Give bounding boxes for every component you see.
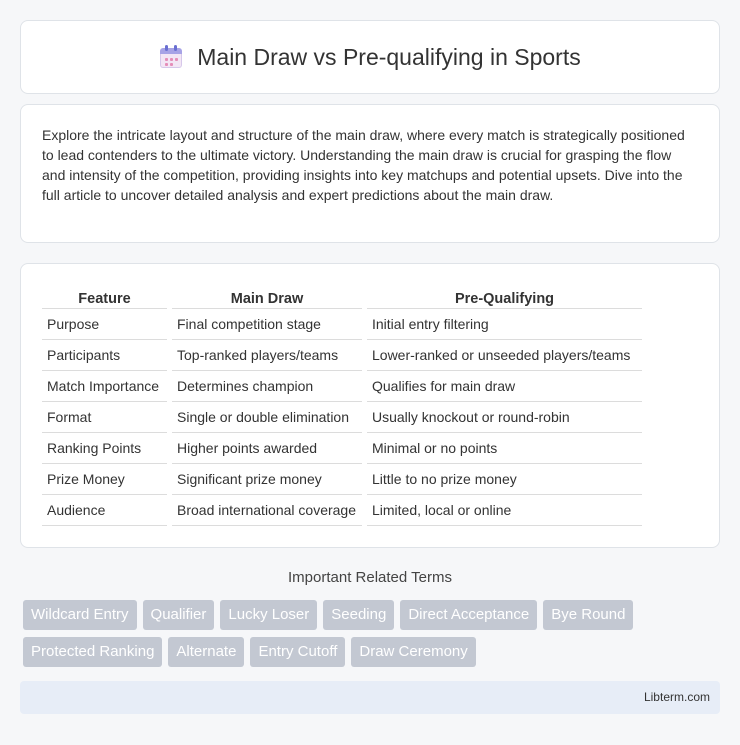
tag-entry-cutoff[interactable]: Entry Cutoff: [250, 637, 345, 667]
column-header-feature: Feature: [42, 285, 167, 309]
tag-qualifier[interactable]: Qualifier: [143, 600, 215, 630]
table-cell: Significant prize money: [172, 464, 362, 495]
table-cell: Higher points awarded: [172, 433, 362, 464]
tag-wildcard-entry[interactable]: Wildcard Entry: [23, 600, 137, 630]
table-cell: Broad international coverage: [172, 495, 362, 526]
table-cell: Determines champion: [172, 371, 362, 402]
table-cell: Initial entry filtering: [367, 309, 642, 340]
tag-bye-round[interactable]: Bye Round: [543, 600, 633, 630]
page-title: Main Draw vs Pre-qualifying in Sports: [197, 43, 581, 70]
table-cell: Purpose: [42, 309, 167, 340]
table-row: [42, 495, 642, 526]
title-card: [20, 20, 720, 94]
footer-site-link[interactable]: Libterm.com: [643, 690, 710, 704]
tag-direct-acceptance[interactable]: Direct Acceptance: [400, 600, 537, 630]
table-cell: Single or double elimination: [172, 402, 362, 433]
table-header-row: [42, 285, 642, 309]
calendar-icon: [159, 45, 183, 69]
intro-card: [20, 104, 720, 243]
tag-protected-ranking[interactable]: Protected Ranking: [23, 637, 162, 667]
table-cell: Audience: [42, 495, 167, 526]
table-row: [42, 464, 642, 495]
related-terms-tags: [23, 600, 723, 674]
table-cell: Prize Money: [42, 464, 167, 495]
tag-row: [23, 600, 723, 630]
table-cell: Final competition stage: [172, 309, 362, 340]
table-cell: Usually knockout or round-robin: [367, 402, 642, 433]
comparison-table: [37, 285, 647, 526]
table-cell: Lower-ranked or unseeded players/teams: [367, 340, 642, 371]
tag-alternate[interactable]: Alternate: [168, 637, 244, 667]
table-row: [42, 340, 642, 371]
tag-lucky-loser[interactable]: Lucky Loser: [220, 600, 317, 630]
table-cell: Qualifies for main draw: [367, 371, 642, 402]
table-cell: Format: [42, 402, 167, 433]
table-cell: Limited, local or online: [367, 495, 642, 526]
tag-seeding[interactable]: Seeding: [323, 600, 394, 630]
related-terms-heading: Important Related Terms: [288, 569, 452, 586]
table-cell: Top-ranked players/teams: [172, 340, 362, 371]
table-cell: Little to no prize money: [367, 464, 642, 495]
table-cell: Ranking Points: [42, 433, 167, 464]
intro-text: Explore the intricate layout and structure of the main draw, where every match is strategically positioned to lead contenders to the ultimate victory. Understanding the main draw is crucial for grasping the flow and intensity of the competition, providing insights into key matchups and potential upsets. Dive into the full article to uncover detailed analysis and expert predictions about the main draw.: [42, 127, 685, 203]
tag-row: [23, 637, 723, 667]
table-row: [42, 433, 642, 464]
table-row: [42, 402, 642, 433]
comparison-table-card: [20, 263, 720, 548]
tag-draw-ceremony[interactable]: Draw Ceremony: [351, 637, 475, 667]
table-cell: Minimal or no points: [367, 433, 642, 464]
table-row: [42, 309, 642, 340]
table-cell: Participants: [42, 340, 167, 371]
column-header-main-draw: Main Draw: [172, 285, 362, 309]
table-row: [42, 371, 642, 402]
column-header-pre-qualifying: Pre-Qualifying: [367, 285, 642, 309]
footer: [20, 681, 720, 714]
table-cell: Match Importance: [42, 371, 167, 402]
